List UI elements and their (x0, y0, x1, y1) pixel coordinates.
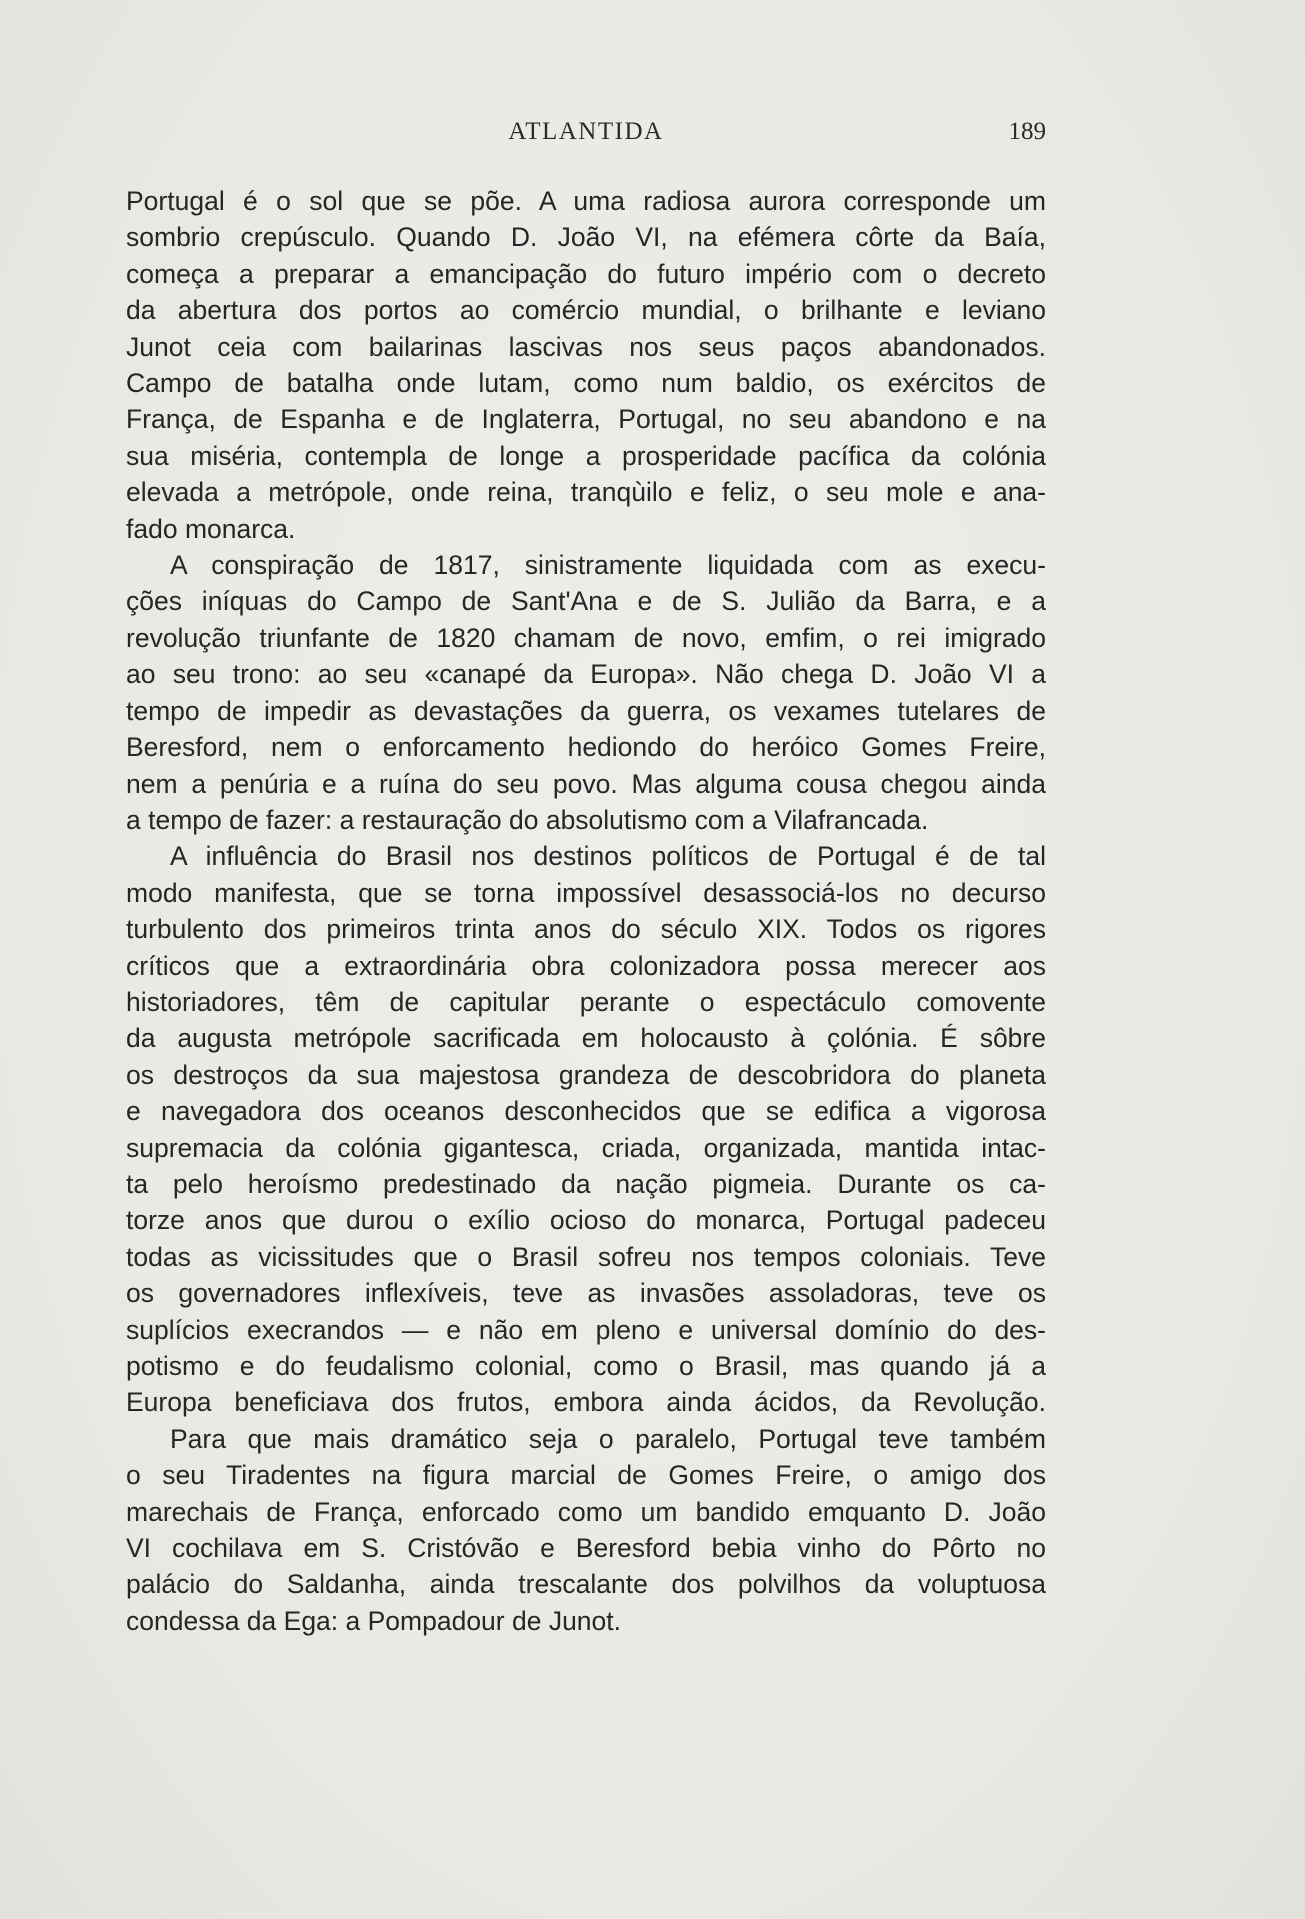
text-line: historiadores, têm de capitular perante o espectáculo comovente (126, 986, 1046, 1017)
text-line: modo manifesta, que se torna impossível desassociá-los no decurso (126, 877, 1046, 908)
text-line: começa a preparar a emancipação do futuro império com o decreto (126, 258, 1046, 289)
text-line: revolução triunfante de 1820 chamam de novo, emfim, o rei imigrado (126, 622, 1046, 653)
text-line: Campo de batalha onde lutam, como num baldio, os exércitos de (126, 368, 1046, 399)
text-line: e navegadora dos oceanos desconhecidos que se edifica a vigorosa (126, 1096, 1046, 1127)
text-line: potismo e do feudalismo colonial, como o Brasil, mas quando já a (126, 1351, 1046, 1381)
text-line: sua miséria, contempla de longe a prosperidade pacífica da colónia (126, 440, 1046, 471)
running-title: ATLANTIDA (508, 118, 664, 145)
text-line: críticos que a extraordinária obra colonizadora possa merecer aos (126, 950, 1046, 981)
text-line: sombrio crepúsculo. Quando D. João VI, na efémera côrte da Baía, (126, 222, 1046, 253)
text-line: marechais de França, enforcado como um bandido emquanto D. João (126, 1496, 1046, 1527)
paragraph-2 (126, 547, 1046, 838)
text-line: suplícios execrandos — e não em pleno e universal domínio do des- (126, 1314, 1046, 1345)
text-line: França, de Espanha e de Inglaterra, Portugal, no seu abandono e na (126, 404, 1046, 435)
text-line: condessa da Ega: a Pompadour de Junot. (126, 1605, 622, 1636)
text-line: turbulento dos primeiros trinta anos do século XIX. Todos os rigores (126, 914, 1046, 945)
paragraph-1 (126, 183, 1046, 547)
text-line: nem a penúria e a ruína do seu povo. Mas alguma cousa chegou ainda (126, 768, 1046, 799)
text-line: A influência do Brasil nos destinos políticos de Portugal é de tal (170, 841, 1046, 872)
text-line: ções iníquas do Campo de Sant'Ana e de S. Julião da Barra, e a (126, 586, 1046, 617)
text-line: Portugal é o sol que se põe. A uma radiosa aurora corresponde um (126, 186, 1046, 216)
page-header (126, 118, 1046, 158)
paragraph-4 (126, 1421, 1046, 1639)
text-line: elevada a metrópole, onde reina, tranqùilo e feliz, o seu mole e ana- (126, 477, 1046, 508)
text-line: fado monarca. (126, 513, 296, 544)
text-line: ta pelo heroísmo predestinado da nação pigmeia. Durante os ca- (126, 1168, 1046, 1199)
text-line: ao seu trono: ao seu «canapé da Europa». Não chega D. João VI a (126, 659, 1046, 690)
text-line: palácio do Saldanha, ainda trescalante dos polvilhos da voluptuosa (126, 1569, 1046, 1600)
text-line: supremacia da colónia gigantesca, criada, organizada, mantida intac- (126, 1132, 1046, 1163)
text-line: a tempo de fazer: a restauração do absolutismo com a Vilafrancada. (126, 804, 929, 835)
text-line: Junot ceia com bailarinas lascivas nos seus paços abandonados. (126, 331, 1046, 362)
text-line: Para que mais dramático seja o paralelo, Portugal teve também (170, 1423, 1046, 1454)
text-line: Beresford, nem o enforcamento hediondo do heróico Gomes Freire, (126, 732, 1046, 763)
body-text (126, 183, 1046, 1639)
text-line: tempo de impedir as devastações da guerra, os vexames tutelares de (126, 695, 1046, 726)
text-line: os governadores inflexíveis, teve as invasões assoladoras, teve os (126, 1278, 1046, 1309)
text-line: os destroços da sua majestosa grandeza de descobridora do planeta (126, 1059, 1046, 1090)
text-line: VI cochilava em S. Cristóvão e Beresford bebia vinho do Pôrto no (126, 1533, 1046, 1564)
text-line: A conspiração de 1817, sinistramente liquidada com as execu- (170, 550, 1046, 581)
text-line: torze anos que durou o exílio ocioso do monarca, Portugal padeceu (126, 1205, 1046, 1236)
paragraph-3 (126, 838, 1046, 1421)
text-line: Europa beneficiava dos frutos, embora ainda ácidos, da Revolução. (126, 1387, 1046, 1418)
text-line: todas as vicissitudes que o Brasil sofreu nos tempos coloniais. Teve (126, 1241, 1046, 1272)
text-line: da abertura dos portos ao comércio mundial, o brilhante e leviano (126, 295, 1046, 326)
text-line: o seu Tiradentes na figura marcial de Gomes Freire, o amigo dos (126, 1460, 1046, 1491)
page-number: 189 (1008, 118, 1046, 145)
text-line: da augusta metrópole sacrificada em holocausto à çolónia. É sôbre (126, 1023, 1046, 1054)
